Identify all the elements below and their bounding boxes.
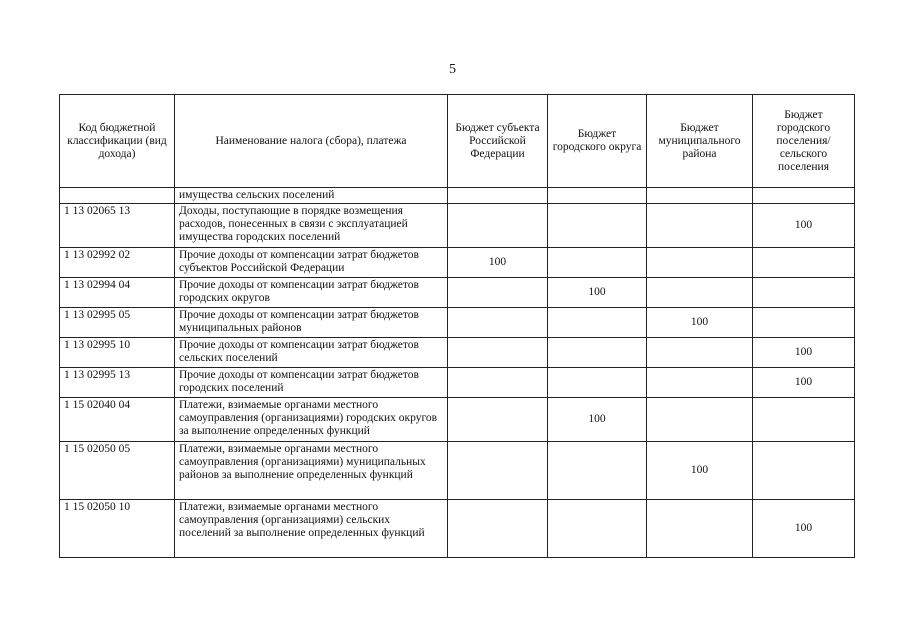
table-row [60,204,855,248]
row-settlement-value [753,442,855,500]
row-municipal-district-value [647,204,753,248]
row-code [60,188,175,204]
row-municipal-district-value: 100 [647,442,753,500]
row-name: Доходы, поступающие в порядке возмещения расходов, понесенных в связи с эксплуатацией имущества городских поселений [175,204,448,248]
row-code: 1 13 02995 05 [60,308,175,338]
row-subject-value [448,188,548,204]
row-code: 1 15 02040 04 [60,398,175,442]
row-name: Прочие доходы от компенсации затрат бюджетов городских поселений [175,368,448,398]
row-code: 1 13 02995 13 [60,368,175,398]
table-row [60,188,855,204]
row-city-district-value [548,500,647,558]
row-municipal-district-value [647,338,753,368]
row-settlement-value: 100 [753,204,855,248]
row-code: 1 15 02050 10 [60,500,175,558]
row-city-district-value: 100 [548,278,647,308]
row-subject-value [448,500,548,558]
table-row [60,338,855,368]
header-name: Наименование налога (сбора), платежа [175,95,448,188]
row-settlement-value [753,188,855,204]
row-name: имущества сельских поселений [175,188,448,204]
row-name: Платежи, взимаемые органами местного самоуправления (организациями) сельских поселений за выполнение определенных функций [175,500,448,558]
row-city-district-value [548,338,647,368]
row-name: Прочие доходы от компенсации затрат бюджетов муниципальных районов [175,308,448,338]
row-municipal-district-value [647,248,753,278]
row-subject-value [448,308,548,338]
row-city-district-value [548,368,647,398]
row-city-district-value [548,204,647,248]
header-code: Код бюджетной классификации (вид дохода) [60,95,175,188]
row-city-district-value: 100 [548,398,647,442]
table-row [60,500,855,558]
row-subject-value [448,278,548,308]
row-subject-value [448,398,548,442]
header-row [60,95,855,188]
row-code: 1 13 02992 02 [60,248,175,278]
page-number: 5 [449,62,456,77]
table-row [60,398,855,442]
table-row [60,248,855,278]
row-settlement-value: 100 [753,338,855,368]
row-code: 1 13 02995 10 [60,338,175,368]
row-name: Платежи, взимаемые органами местного самоуправления (организациями) муниципальных районов за выполнение определенных функций [175,442,448,500]
row-settlement-value [753,278,855,308]
row-city-district-value [548,188,647,204]
row-municipal-district-value [647,398,753,442]
row-municipal-district-value [647,278,753,308]
row-code: 1 15 02050 05 [60,442,175,500]
header-subject-budget: Бюджет субъекта Российской Федерации [448,95,548,188]
row-subject-value [448,204,548,248]
row-city-district-value [548,442,647,500]
header-city-district-budget: Бюджет городского округа [548,95,647,188]
row-city-district-value [548,308,647,338]
table-row [60,308,855,338]
row-code: 1 13 02065 13 [60,204,175,248]
row-subject-value [448,338,548,368]
table-row [60,442,855,500]
row-subject-value: 100 [448,248,548,278]
header-settlement-budget: Бюджет городского поселения/ сельского поселения [753,95,855,188]
row-code: 1 13 02994 04 [60,278,175,308]
table-row [60,278,855,308]
row-settlement-value [753,248,855,278]
row-municipal-district-value [647,188,753,204]
row-name: Платежи, взимаемые органами местного самоуправления (организациями) городских округов за выполнение определенных функций [175,398,448,442]
row-subject-value [448,442,548,500]
row-city-district-value [548,248,647,278]
row-name: Прочие доходы от компенсации затрат бюджетов субъектов Российской Федерации [175,248,448,278]
row-settlement-value [753,398,855,442]
budget-table [59,94,855,558]
row-settlement-value [753,308,855,338]
row-municipal-district-value [647,500,753,558]
table-row [60,368,855,398]
row-municipal-district-value [647,368,753,398]
row-municipal-district-value: 100 [647,308,753,338]
row-subject-value [448,368,548,398]
header-municipal-district-budget: Бюджет муниципального района [647,95,753,188]
row-name: Прочие доходы от компенсации затрат бюджетов городских округов [175,278,448,308]
row-name: Прочие доходы от компенсации затрат бюджетов сельских поселений [175,338,448,368]
row-settlement-value: 100 [753,368,855,398]
row-settlement-value: 100 [753,500,855,558]
